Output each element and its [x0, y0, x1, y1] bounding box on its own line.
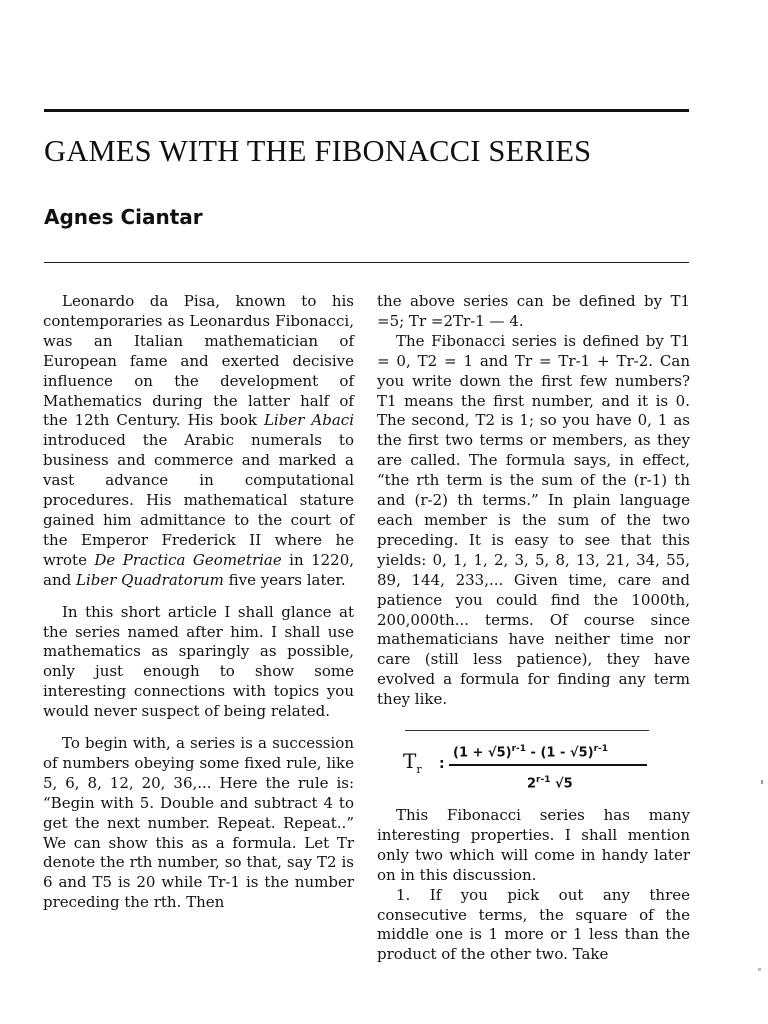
paragraph-series-formula: the above series can be defined by T1 =5; Tr =2Tr-1 — 4. [377, 292, 690, 330]
book-title: Liber Quadratorum [75, 570, 224, 589]
text-run: in 1220, and [43, 550, 355, 589]
book-title: Liber Abaci [263, 411, 354, 430]
paragraph-intro [43, 292, 354, 591]
text-run: introduced the Arabic numerals to business and commerce and marked a vast advance in computational procedures. His mathematical stature gained him admittance to the court of the Emperor Frederick II where he wrote [43, 431, 354, 569]
formula-equals: : [439, 756, 445, 773]
scan-mark [761, 780, 763, 784]
text-run: Leonardo da Pisa, known to his contemporaries as Leonardus Fibonacci, was an Italian mathematician of European fame and exerted decisive influence on the development of Mathematics during the latter half of the 12th Century. His book [43, 292, 354, 430]
left-column [43, 292, 354, 913]
binet-formula [377, 718, 690, 800]
top-rule [44, 109, 689, 112]
article-author: Agnes Ciantar [44, 205, 203, 229]
paragraph-series-definition: To begin with, a series is a succession of numbers obeying some fixed rule, like 5, 6, 8, 12, 20, 36,... Here the rule is: “Begin with 5. Double and subtract 4 to get the next number. Repeat. Repeat..” We can show this as a formula. Let Tr denote the rth number, so that, say T2 is 6 and T5 is 20 while Tr-1 is the number preceding the rth. Then [43, 734, 354, 912]
paragraph-fibonacci-definition: The Fibonacci series is defined by T1 = 0, T2 = 1 and Tr = Tr-1 + Tr-2. Can you write down the first few numbers? T1 means the first number, and it is 0. The second, T2 is 1; so you have 0, 1 as the first two terms or members, as they are called. The formula says, in effect, “the rth term is the sum of the (r-1) th and (r-2) th terms.” In plain language each member is the sum of the two preceding. It is easy to see that this yields: 0, 1, 1, 2, 3, 5, 8, 13, 21, 34, 55, 89, 144, 233,... Given time, care and patience you could find the 1000th, 200,000th... terms. Of course since mathematicians have neither time nor care (still less patience), they have evolved a formula for finding any term they like. [377, 331, 690, 709]
formula-numerator: $(1 + √5)^{r-1} - (1 - √5)^{r-1}$ [453, 744, 609, 761]
paragraph-purpose: In this short article I shall glance at the series named after him. I shall use mathematics as sparingly as possible, only just enough to show some interesting connections with topics you would never suspect of being related. [43, 602, 354, 721]
text-run: five years later. [223, 570, 346, 589]
formula-lhs: $T_r$ [403, 749, 422, 777]
paragraph-property-one: 1. If you pick out any three consecutive terms, the square of the middle one is 1 more or 1 less than the product of the other two. Take [377, 885, 690, 964]
right-column [377, 292, 690, 965]
book-title: De Practica Geometriae [94, 550, 282, 569]
article-title: GAMES WITH THE FIBONACCI SERIES [44, 134, 592, 168]
formula-denominator: 2$^{r-1}$ √5 [527, 775, 573, 792]
paragraph-properties: This Fibonacci series has many interesting properties. I shall mention only two which will come in handy later on in this discussion. [377, 806, 690, 884]
fraction-bar [449, 764, 647, 766]
scan-mark [758, 968, 761, 971]
section-rule [44, 262, 689, 263]
formula-top-rule [405, 730, 649, 731]
